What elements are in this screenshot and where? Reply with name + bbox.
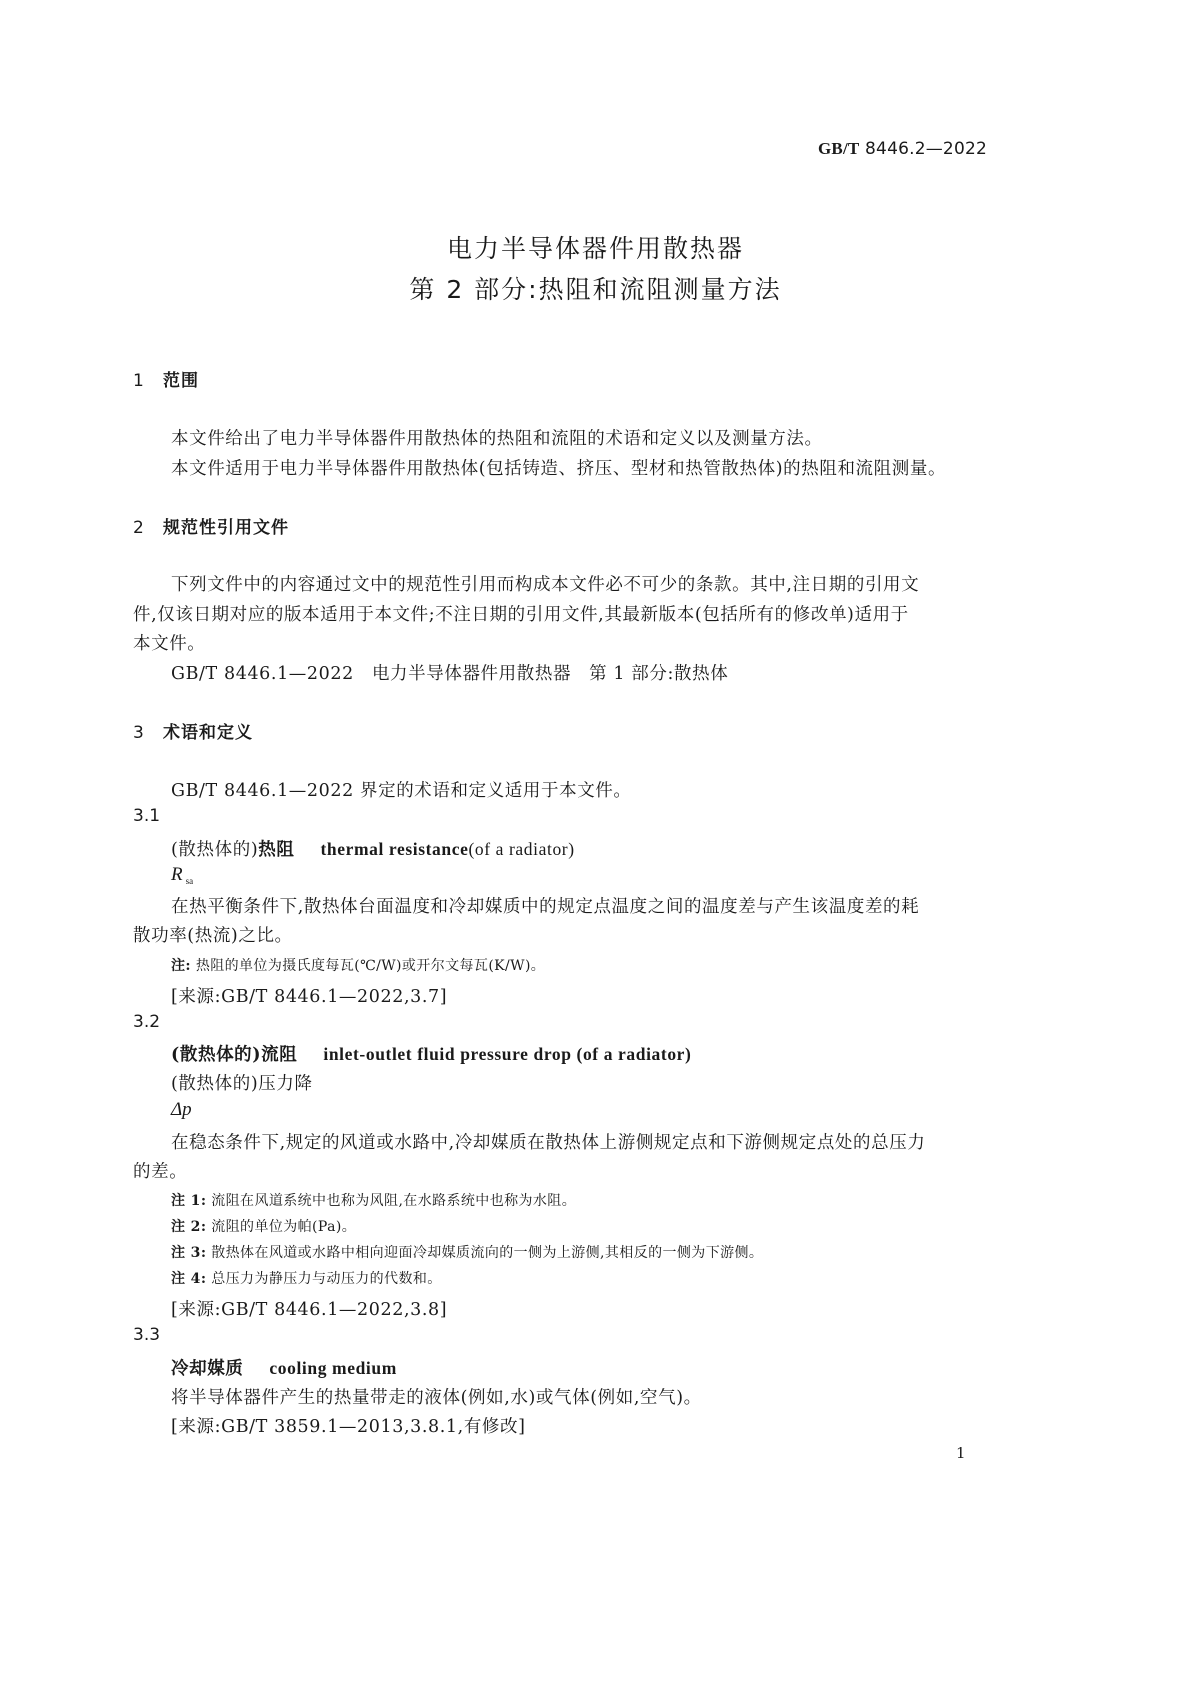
definition: 散功率(热流)之比。 bbox=[133, 926, 293, 946]
title-line-1: 电力半导体器件用散热器 bbox=[446, 234, 744, 263]
symbol-subscript: sa bbox=[185, 876, 194, 886]
title-line-2: 第 2 部分:热阻和流阻测量方法 bbox=[409, 275, 782, 304]
term-symbol bbox=[171, 864, 193, 886]
paragraph: 下列文件中的内容通过文中的规范性引用而构成本文件必不可少的条款。其中,注日期的引用文 bbox=[171, 575, 920, 595]
paragraph: 本文件适用于电力半导体器件用散热体(包括铸造、挤压、型材和热管散热体)的热阻和流阻测量。 bbox=[171, 459, 947, 479]
note-text: 流阻的单位为帕(Pa)。 bbox=[211, 1219, 357, 1235]
note bbox=[171, 1268, 442, 1288]
note bbox=[171, 955, 545, 975]
term-cn: (散热体的)流阻 bbox=[171, 1045, 298, 1065]
symbol-main: R bbox=[171, 864, 183, 885]
note-text: 流阻在风道系统中也称为风阻,在水路系统中也称为水阻。 bbox=[211, 1193, 577, 1209]
definition: 将半导体器件产生的热量带走的液体(例如,水)或气体(例如,空气)。 bbox=[171, 1388, 702, 1408]
paragraph: 件,仅该日期对应的版本适用于本文件;不注日期的引用文件,其最新版本(包括所有的修改单)适用于 bbox=[133, 605, 909, 625]
term-en: thermal resistance bbox=[320, 839, 469, 859]
page-number: 1 bbox=[956, 1444, 966, 1462]
note-text: 散热体在风道或水路中相向迎面冷却媒质流向的一侧为上游侧,其相反的一侧为下游侧。 bbox=[211, 1245, 764, 1261]
note-text: 总压力为静压力与动压力的代数和。 bbox=[211, 1271, 442, 1287]
term-en: inlet-outlet fluid pressure drop (of a radiator) bbox=[323, 1044, 692, 1064]
paragraph: 本文件给出了电力半导体器件用散热体的热阻和流阻的术语和定义以及测量方法。 bbox=[171, 429, 823, 449]
section-2-heading bbox=[133, 513, 289, 538]
term-number: 3.1 bbox=[133, 806, 161, 826]
paragraph: GB/T 8446.1—2022 界定的术语和定义适用于本文件。 bbox=[171, 781, 632, 801]
term-prefix: (散热体的) bbox=[171, 840, 259, 860]
term-heading bbox=[171, 836, 575, 861]
section-title: 规范性引用文件 bbox=[163, 518, 289, 538]
term-cn: 热阻 bbox=[258, 840, 295, 860]
source: [来源:GB/T 3859.1—2013,3.8.1,有修改] bbox=[171, 1417, 526, 1437]
section-title: 术语和定义 bbox=[163, 723, 253, 743]
section-1-heading bbox=[133, 366, 199, 391]
note-label: 注 2: bbox=[171, 1219, 207, 1235]
note-text: 热阻的单位为摄氏度每瓦(℃/W)或开尔文每瓦(K/W)。 bbox=[195, 958, 546, 974]
note bbox=[171, 1190, 576, 1210]
section-title: 范围 bbox=[163, 371, 199, 391]
term-number: 3.3 bbox=[133, 1325, 161, 1345]
note bbox=[171, 1216, 356, 1236]
section-number: 3 bbox=[133, 723, 145, 743]
code-prefix: GB/T bbox=[818, 139, 860, 158]
term-en-suffix: (of a radiator) bbox=[468, 839, 575, 859]
note-label: 注 1: bbox=[171, 1193, 207, 1209]
section-3-heading bbox=[133, 718, 253, 743]
normative-reference: GB/T 8446.1—2022 电力半导体器件用散热器 第 1 部分:散热体 bbox=[171, 664, 729, 684]
document-code bbox=[818, 139, 987, 159]
code-number: 8446.2—2022 bbox=[859, 139, 987, 159]
definition: 在热平衡条件下,散热体台面温度和冷却媒质中的规定点温度之间的温度差与产生该温度差的耗 bbox=[171, 897, 920, 917]
term-alternative: (散热体的)压力降 bbox=[171, 1074, 313, 1094]
term-heading bbox=[171, 1041, 691, 1066]
term-heading bbox=[171, 1355, 397, 1380]
term-cn: 冷却媒质 bbox=[171, 1359, 244, 1379]
section-number: 1 bbox=[133, 371, 145, 391]
term-en: cooling medium bbox=[269, 1358, 397, 1378]
paragraph: 本文件。 bbox=[133, 634, 206, 654]
definition: 的差。 bbox=[133, 1162, 188, 1182]
definition: 在稳态条件下,规定的风道或水路中,冷却媒质在散热体上游侧规定点和下游侧规定点处的总压力 bbox=[171, 1133, 926, 1153]
term-symbol: Δp bbox=[171, 1099, 192, 1120]
note-label: 注 4: bbox=[171, 1271, 207, 1287]
note bbox=[171, 1242, 763, 1262]
source: [来源:GB/T 8446.1—2022,3.8] bbox=[171, 1300, 448, 1320]
note-label: 注 3: bbox=[171, 1245, 207, 1261]
term-number: 3.2 bbox=[133, 1012, 161, 1032]
note-label: 注: bbox=[171, 958, 191, 974]
section-number: 2 bbox=[133, 518, 145, 538]
source: [来源:GB/T 8446.1—2022,3.7] bbox=[171, 987, 448, 1007]
